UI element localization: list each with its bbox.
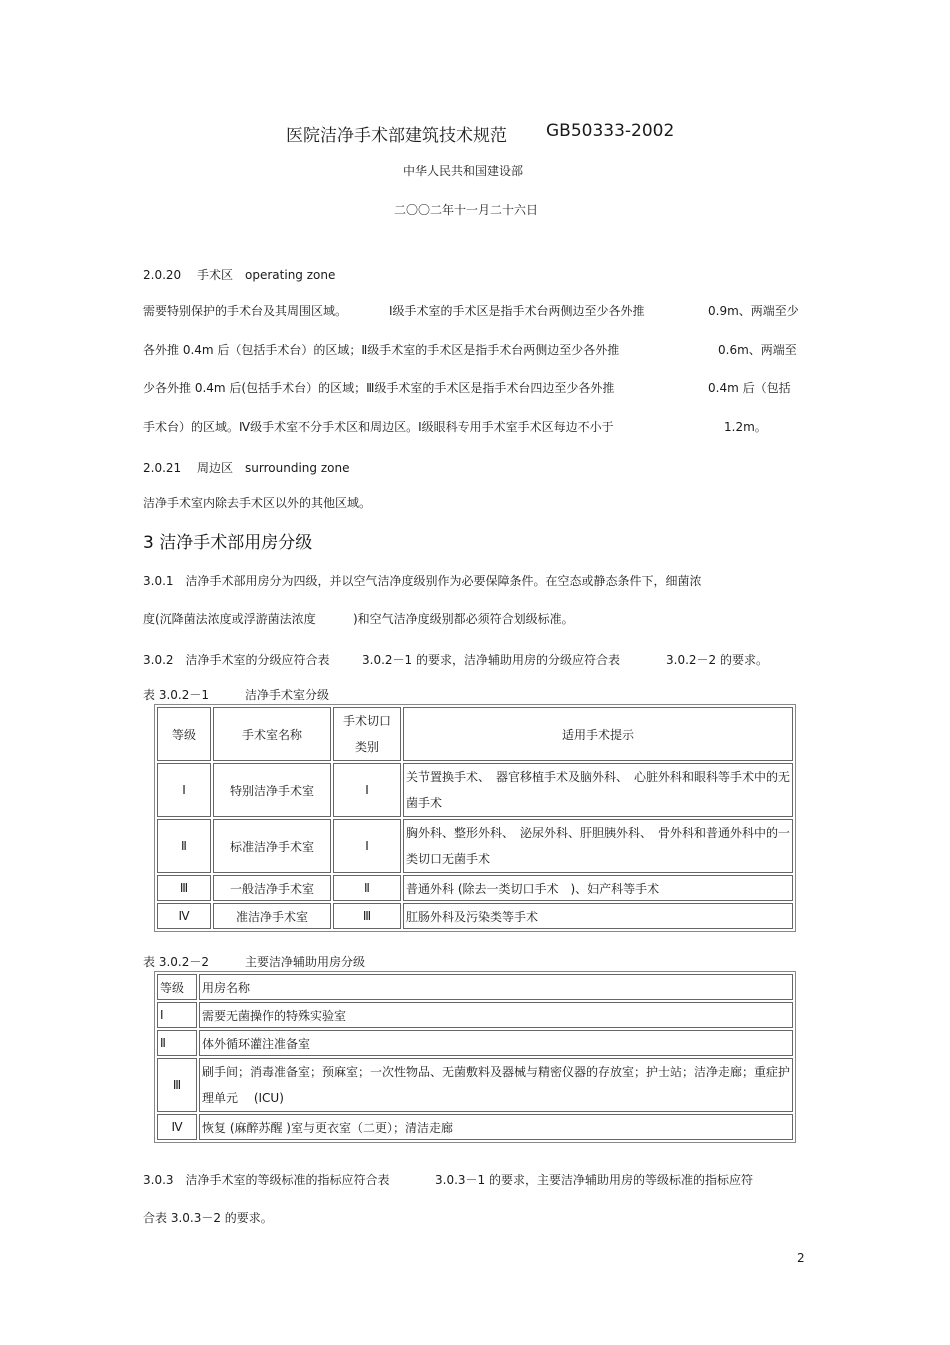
section-2-0-20-line: 1.2m。 [724,420,767,434]
header-surgery-hint: 适用手术提示 [403,707,793,761]
cell-grade: Ⅳ [157,1114,197,1140]
section-2-0-20-line: Ⅰ级手术室的手术区是指手术台两侧边至少各外推 [389,304,645,318]
cell-grade: Ⅱ [157,819,211,873]
header-room-name: 用房名称 [199,974,793,1000]
table-row [157,819,793,873]
issue-date: 二〇〇二年十一月二十六日 [394,203,539,217]
cell-surgery-hint: 普通外科 (除去一类切口手术 )、妇产科等手术 [403,875,793,901]
cell-incision-class: Ⅲ [333,903,401,929]
cell-grade: Ⅲ [157,875,211,901]
header-grade: 等级 [157,974,197,1000]
table2-caption: 表 3.0.2－2 主要洁净辅助用房分级 [143,955,366,969]
section-2-0-20-heading: 2.0.20 手术区 operating zone [143,268,336,282]
section-2-0-21-heading: 2.0.21 周边区 surrounding zone [143,461,350,475]
table1-caption: 表 3.0.2－1 洁净手术室分级 [143,688,330,702]
table-row [157,763,793,817]
cell-surgery-hint: 关节置换手术、 器官移植手术及脑外科、 心脏外科和眼科等手术中的无菌手术 [403,763,793,817]
section-3-0-2-text: 3.0.2－1 的要求，洁净辅助用房的分级应符合表 [362,653,620,667]
table-row [157,1114,793,1140]
section-3-0-1-line: 3.0.1 洁净手术部用房分为四级，并以空气洁净度级别作为必要保障条件。在空态或静态条件下，细菌浓 [143,574,702,588]
section-2-0-20-line: 0.4m 后（包括 [708,381,791,395]
standard-code: GB50333-2002 [546,121,675,141]
header-grade: 等级 [157,707,211,761]
cell-room-name: 刷手间；消毒准备室；预麻室；一次性物品、无菌敷料及器械与精密仪器的存放室；护士站；洁净走廊；重症护理单元 (ICU) [199,1058,793,1112]
section-3-0-1-line: )和空气洁净度级别都必须符合划级标准。 [353,612,574,626]
table-operating-room-grades [154,704,796,932]
cell-room-name: 需要无菌操作的特殊实验室 [199,1002,793,1028]
section-3-0-3-text: 3.0.3 洁净手术室的等级标准的指标应符合表 [143,1173,390,1187]
table-auxiliary-room-grades [154,971,796,1143]
cell-grade: Ⅰ [157,763,211,817]
section-2-0-20-line: 各外推 0.4m 后（包括手术台）的区域；Ⅱ级手术室的手术区是指手术台两侧边至少各外推 [143,343,620,357]
cell-grade: Ⅱ [157,1030,197,1056]
header-incision-class: 手术切口类别 [333,707,401,761]
table-header-row [157,974,793,1000]
cell-room-name: 一般洁净手术室 [213,875,331,901]
section-3-0-2-text: 3.0.2 洁净手术室的分级应符合表 [143,653,330,667]
section-3-0-2-text: 3.0.2－2 的要求。 [666,653,768,667]
cell-surgery-hint: 胸外科、整形外科、 泌尿外科、肝胆胰外科、 骨外科和普通外科中的一类切口无菌手术 [403,819,793,873]
cell-room-name: 标准洁净手术室 [213,819,331,873]
page-number: 2 [797,1251,805,1265]
section-2-0-20-line: 需要特别保护的手术台及其周围区域。 [143,304,348,318]
cell-surgery-hint: 肛肠外科及污染类等手术 [403,903,793,929]
table-row [157,1002,793,1028]
chapter-3-title: 3 洁净手术部用房分级 [143,533,313,553]
section-2-0-20-line: 手术台）的区域。Ⅳ级手术室不分手术区和周边区。Ⅰ级眼科专用手术室手术区每边不小于 [143,420,614,434]
section-3-0-3-text: 合表 3.0.3－2 的要求。 [143,1211,273,1225]
cell-incision-class: Ⅱ [333,875,401,901]
cell-grade: Ⅲ [157,1058,197,1112]
section-3-0-1-line: 度(沉降菌法浓度或浮游菌法浓度 [143,612,316,626]
section-2-0-21-text: 洁净手术室内除去手术区以外的其他区域。 [143,496,372,510]
table-header-row [157,707,793,761]
document-title: 医院洁净手术部建筑技术规范 [286,126,507,146]
header-room-name: 手术室名称 [213,707,331,761]
section-3-0-3-text: 3.0.3－1 的要求，主要洁净辅助用房的等级标准的指标应符 [435,1173,753,1187]
cell-room-name: 体外循环灌注准备室 [199,1030,793,1056]
cell-grade: Ⅳ [157,903,211,929]
cell-incision-class: Ⅰ [333,819,401,873]
table-row [157,903,793,929]
cell-room-name: 特别洁净手术室 [213,763,331,817]
table-row [157,875,793,901]
issuer: 中华人民共和国建设部 [403,164,524,178]
cell-grade: Ⅰ [157,1002,197,1028]
table-row [157,1058,793,1112]
cell-room-name: 恢复 (麻醉苏醒 )室与更衣室（二更）；清洁走廊 [199,1114,793,1140]
section-2-0-20-line: 0.6m、两端至 [718,343,797,357]
cell-room-name: 准洁净手术室 [213,903,331,929]
section-2-0-20-line: 0.9m、两端至少 [708,304,799,318]
table-row [157,1030,793,1056]
section-2-0-20-line: 少各外推 0.4m 后(包括手术台）的区域；Ⅲ级手术室的手术区是指手术台四边至少各外推 [143,381,615,395]
cell-incision-class: Ⅰ [333,763,401,817]
